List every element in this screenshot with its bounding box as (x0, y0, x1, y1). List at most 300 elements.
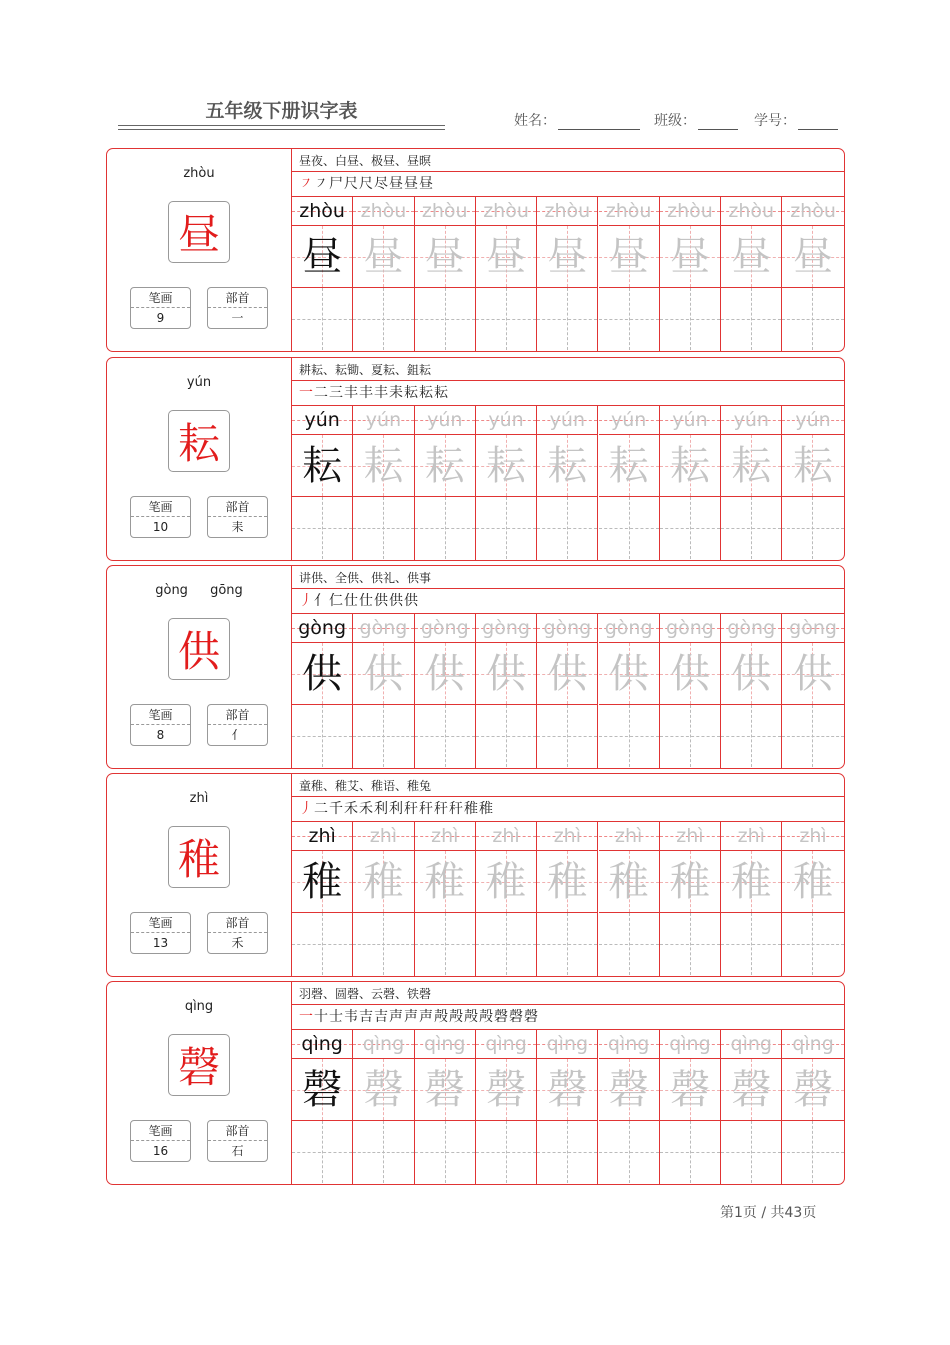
blank-practice-cell[interactable] (660, 497, 720, 559)
char-cell (415, 1059, 475, 1121)
practice-column (415, 821, 476, 976)
blank-practice-cell[interactable] (476, 1121, 536, 1183)
pinyin-text: qìng (485, 1033, 527, 1055)
practice-column (599, 1029, 660, 1184)
word-list: 昼夜、白昼、极昼、昼暝 (299, 154, 432, 168)
char-info-panel (107, 566, 292, 768)
stroke-count-value: 10 (152, 520, 169, 534)
practice-column (476, 405, 537, 560)
blank-practice-cell[interactable] (537, 497, 597, 559)
char-text: 昼 (608, 234, 649, 280)
main-character: 稚 (168, 826, 230, 888)
pinyin-label: gòng gōng (155, 583, 243, 598)
pinyin-text: yún (365, 409, 402, 431)
practice-column (476, 196, 537, 351)
char-text: 供 (424, 651, 465, 697)
class-blank[interactable] (698, 114, 738, 130)
char-cell (721, 1059, 781, 1121)
blank-practice-cell[interactable] (599, 705, 659, 767)
practice-column (721, 1029, 782, 1184)
pinyin-text: gòng (298, 617, 347, 639)
practice-column (353, 196, 414, 351)
main-character: 耘 (168, 410, 230, 472)
char-text: 耘 (669, 443, 710, 489)
page-number: 第1页 / 共43页 (720, 1205, 817, 1221)
blank-practice-cell[interactable] (537, 913, 597, 975)
char-cell (721, 226, 781, 288)
practice-column (292, 1029, 353, 1184)
pinyin-text: gòng (604, 617, 653, 639)
char-cell (476, 643, 536, 705)
blank-practice-cell[interactable] (782, 288, 843, 350)
char-cell (537, 851, 597, 913)
blank-practice-cell[interactable] (353, 288, 413, 350)
practice-column (782, 196, 843, 351)
number-label: 学号： (754, 113, 796, 129)
char-text: 稚 (608, 859, 649, 905)
practice-column (476, 1029, 537, 1184)
pinyin-cell (721, 613, 781, 643)
char-text: 磬 (731, 1067, 772, 1113)
practice-column (353, 821, 414, 976)
blank-practice-cell[interactable] (660, 1121, 720, 1183)
pinyin-cell (476, 196, 536, 226)
radical-value: 一 (231, 311, 244, 325)
pinyin-text: zhòu (299, 200, 345, 222)
char-card (106, 981, 845, 1185)
blank-practice-cell[interactable] (721, 913, 781, 975)
char-text: 昼 (424, 234, 465, 280)
char-cell (721, 643, 781, 705)
blank-practice-cell[interactable] (476, 288, 536, 350)
radical-box (207, 496, 268, 538)
char-text: 稚 (547, 859, 588, 905)
blank-practice-cell[interactable] (599, 1121, 659, 1183)
blank-practice-cell[interactable] (415, 288, 475, 350)
char-text: 供 (793, 651, 834, 697)
radical-label: 部首 (208, 913, 267, 933)
pinyin-text: qìng (607, 1033, 650, 1055)
practice-column (660, 1029, 721, 1184)
pinyin-label: zhòu (183, 166, 215, 181)
stroke-rest: ㇇尸尺尺尽昼昼昼 (314, 176, 434, 192)
name-field[interactable] (514, 110, 640, 130)
blank-practice-cell[interactable] (292, 913, 352, 975)
blank-practice-cell[interactable] (353, 1121, 413, 1183)
blank-practice-cell[interactable] (782, 1121, 843, 1183)
char-text: 稚 (731, 859, 772, 905)
char-info-panel (107, 982, 292, 1184)
pinyin-cell (782, 196, 843, 226)
stroke-order (299, 1005, 539, 1029)
blank-practice-cell[interactable] (292, 497, 352, 559)
practice-column (599, 405, 660, 560)
pinyin-text: qìng (546, 1033, 589, 1055)
word-list: 羽磬、圆磬、云磬、铁磬 (299, 987, 432, 1001)
class-field[interactable] (654, 110, 738, 130)
blank-practice-cell[interactable] (415, 497, 475, 559)
char-cell (292, 851, 352, 913)
practice-column (415, 405, 476, 560)
pinyin-text: zhòu (483, 200, 529, 222)
char-cell (537, 1059, 597, 1121)
stroke-first: ㇇ (299, 176, 314, 192)
stroke-first: 丿 (299, 801, 314, 817)
stroke-count-value: 13 (152, 936, 169, 950)
char-cell (353, 851, 413, 913)
pinyin-text: zhì (369, 825, 398, 847)
char-text: 磬 (363, 1067, 404, 1113)
char-text: 稚 (669, 859, 710, 905)
char-cell (660, 226, 720, 288)
char-text: 昼 (486, 234, 527, 280)
radical-value: 石 (231, 1144, 244, 1158)
number-blank[interactable] (798, 114, 838, 130)
blank-practice-cell[interactable] (599, 288, 659, 350)
pinyin-cell (782, 821, 843, 851)
practice-column (660, 405, 721, 560)
word-list: 耕耘、耘锄、夏耘、鉏耘 (299, 363, 432, 377)
char-cell (599, 435, 659, 497)
stroke-order (299, 381, 449, 405)
char-cell (782, 226, 843, 288)
char-info-panel (107, 149, 292, 351)
blank-practice-cell[interactable] (476, 705, 536, 767)
char-text: 昼 (731, 234, 772, 280)
pinyin-text: gòng (543, 617, 592, 639)
practice-column (476, 821, 537, 976)
stroke-count-box (130, 912, 191, 954)
stroke-count-label: 笔画 (131, 288, 190, 308)
name-label: 姓名： (514, 113, 556, 129)
char-cell (782, 1059, 843, 1121)
blank-practice-cell[interactable] (660, 913, 720, 975)
char-cell (476, 851, 536, 913)
practice-column (537, 405, 598, 560)
char-cell (353, 226, 413, 288)
char-text: 耘 (486, 443, 527, 489)
char-cell (782, 435, 843, 497)
radical-label: 部首 (208, 705, 267, 725)
radical-value: 亻 (231, 728, 244, 742)
char-text: 供 (547, 651, 588, 697)
char-cell (537, 435, 597, 497)
blank-practice-cell[interactable] (599, 497, 659, 559)
pinyin-cell (537, 613, 597, 643)
char-text: 耘 (793, 443, 834, 489)
pinyin-cell (599, 613, 659, 643)
pinyin-cell (353, 405, 413, 435)
pinyin-text: zhì (737, 825, 765, 847)
pinyin-cell (721, 1029, 781, 1059)
pinyin-text: qìng (362, 1033, 405, 1055)
pinyin-cell (292, 613, 352, 643)
blank-practice-cell[interactable] (721, 1121, 781, 1183)
char-cell (782, 643, 843, 705)
char-cell (599, 1059, 659, 1121)
char-text: 供 (731, 651, 772, 697)
char-cell (599, 643, 659, 705)
pinyin-text: qìng (669, 1033, 711, 1055)
pinyin-cell (476, 405, 536, 435)
blank-practice-cell[interactable] (782, 913, 843, 975)
pinyin-cell (782, 1029, 843, 1059)
char-cell (660, 643, 720, 705)
char-text: 供 (669, 651, 710, 697)
blank-practice-cell[interactable] (292, 705, 352, 767)
blank-practice-cell[interactable] (537, 1121, 597, 1183)
radical-value: 禾 (231, 936, 244, 950)
blank-practice-cell[interactable] (660, 288, 720, 350)
pinyin-cell (660, 1029, 720, 1059)
class-label: 班级： (654, 113, 696, 129)
blank-practice-cell[interactable] (292, 1121, 352, 1183)
char-text: 磬 (793, 1067, 834, 1113)
pinyin-text: yún (733, 409, 769, 431)
char-cell (415, 435, 475, 497)
pinyin-cell (292, 405, 352, 435)
pinyin-cell (292, 821, 352, 851)
blank-practice-cell[interactable] (721, 288, 781, 350)
practice-column (782, 613, 843, 768)
stroke-count-box (130, 496, 191, 538)
blank-practice-cell[interactable] (353, 913, 413, 975)
radical-box (207, 1120, 268, 1162)
blank-practice-cell[interactable] (599, 913, 659, 975)
stroke-count-value: 9 (156, 311, 165, 325)
pinyin-cell (415, 821, 475, 851)
char-cell (292, 435, 352, 497)
char-cell (476, 435, 536, 497)
char-cell (292, 226, 352, 288)
char-cell (721, 851, 781, 913)
word-list: 讲供、全供、供礼、供事 (299, 571, 432, 585)
char-text: 昼 (363, 234, 404, 280)
practice-column (415, 613, 476, 768)
radical-value: 耒 (231, 520, 244, 534)
stroke-rest: 十士韦吉吉声声声殸殸殸殸磬磬磬 (314, 1009, 539, 1025)
blank-practice-cell[interactable] (476, 497, 536, 559)
main-character: 供 (168, 618, 230, 680)
char-text: 稚 (486, 859, 527, 905)
radical-box (207, 912, 268, 954)
char-cell (353, 1059, 413, 1121)
pinyin-text: yún (795, 409, 831, 431)
practice-column (721, 613, 782, 768)
blank-practice-cell[interactable] (353, 705, 413, 767)
char-cell (415, 226, 475, 288)
practice-column (353, 613, 414, 768)
practice-column (782, 405, 843, 560)
blank-practice-cell[interactable] (537, 705, 597, 767)
practice-column (721, 821, 782, 976)
pinyin-cell (476, 821, 536, 851)
stroke-first: 一 (299, 385, 314, 401)
practice-column (599, 613, 660, 768)
practice-column (721, 405, 782, 560)
char-text: 供 (486, 651, 527, 697)
char-cell (660, 851, 720, 913)
pinyin-label: zhì (189, 791, 209, 806)
pinyin-cell (292, 1029, 352, 1059)
char-info-panel (107, 774, 292, 976)
practice-column (537, 1029, 598, 1184)
pinyin-text: gòng (727, 617, 776, 639)
stroke-count-label: 笔画 (131, 497, 190, 517)
practice-column (660, 196, 721, 351)
char-text: 稚 (793, 859, 834, 905)
char-cell (415, 851, 475, 913)
pinyin-cell (353, 196, 413, 226)
practice-column (660, 821, 721, 976)
pinyin-text: zhòu (360, 200, 407, 222)
pinyin-text: zhì (615, 825, 643, 847)
name-blank[interactable] (558, 114, 640, 130)
stroke-count-box (130, 704, 191, 746)
char-text: 耘 (547, 443, 588, 489)
practice-column (353, 405, 414, 560)
pinyin-cell (537, 821, 597, 851)
practice-column (660, 613, 721, 768)
stroke-rest: 二千禾禾利利秆秆秆秆稚稚 (314, 801, 494, 817)
blank-practice-cell[interactable] (660, 705, 720, 767)
stroke-order (299, 797, 494, 821)
pinyin-text: zhòu (544, 200, 591, 222)
char-text: 昼 (547, 234, 588, 280)
char-cell (660, 1059, 720, 1121)
practice-column (599, 821, 660, 976)
pinyin-text: zhòu (728, 200, 775, 222)
pinyin-text: gòng (420, 617, 469, 639)
stroke-rest: 二三丰丰丰耒耘耘耘 (314, 385, 449, 401)
char-text: 耘 (608, 443, 649, 489)
char-cell (537, 643, 597, 705)
pinyin-cell (660, 821, 720, 851)
char-text: 磬 (302, 1067, 343, 1113)
pinyin-text: qìng (792, 1033, 834, 1055)
stroke-rest: 亻仁仕仕供供供 (314, 593, 419, 609)
char-cell (353, 643, 413, 705)
char-text: 稚 (302, 859, 343, 905)
practice-column (292, 405, 353, 560)
pinyin-cell (721, 405, 781, 435)
char-info-panel (107, 358, 292, 560)
pinyin-text: zhì (492, 825, 520, 847)
char-text: 供 (302, 651, 343, 697)
pinyin-cell (353, 613, 413, 643)
pinyin-text: zhì (676, 825, 704, 847)
blank-practice-cell[interactable] (721, 497, 781, 559)
blank-practice-cell[interactable] (537, 288, 597, 350)
pinyin-text: yún (610, 409, 647, 431)
pinyin-cell (599, 1029, 659, 1059)
stroke-count-box (130, 287, 191, 329)
char-cell (353, 435, 413, 497)
char-text: 供 (608, 651, 649, 697)
pinyin-text: yún (488, 409, 524, 431)
pinyin-text: gòng (789, 617, 837, 639)
char-text: 供 (363, 651, 404, 697)
pinyin-text: yún (304, 409, 340, 431)
pinyin-cell (415, 405, 475, 435)
practice-column (415, 196, 476, 351)
stroke-order (299, 172, 434, 196)
pinyin-text: gòng (666, 617, 714, 639)
blank-practice-cell[interactable] (721, 705, 781, 767)
blank-practice-cell[interactable] (292, 288, 352, 350)
pinyin-text: zhòu (790, 200, 836, 222)
blank-practice-cell[interactable] (782, 705, 843, 767)
page-title: 五年级下册识字表 (118, 96, 445, 130)
pinyin-cell (599, 196, 659, 226)
main-character: 昼 (168, 201, 230, 263)
pinyin-cell (599, 821, 659, 851)
char-cell (476, 1059, 536, 1121)
stroke-count-label: 笔画 (131, 1121, 190, 1141)
radical-box (207, 287, 268, 329)
pinyin-cell (353, 821, 413, 851)
pinyin-cell (660, 613, 720, 643)
char-cell (599, 851, 659, 913)
pinyin-cell (782, 613, 843, 643)
word-list: 童稚、稚艾、稚语、稚兔 (299, 779, 432, 793)
stroke-count-label: 笔画 (131, 705, 190, 725)
blank-practice-cell[interactable] (782, 497, 843, 559)
pinyin-label: qìng (184, 999, 214, 1014)
char-cell (660, 435, 720, 497)
blank-practice-cell[interactable] (415, 1121, 475, 1183)
pinyin-text: zhì (308, 825, 336, 847)
pinyin-cell (353, 1029, 413, 1059)
pinyin-text: zhòu (605, 200, 652, 222)
char-text: 耘 (424, 443, 465, 489)
pinyin-text: zhòu (421, 200, 468, 222)
radical-box (207, 704, 268, 746)
practice-column (292, 196, 353, 351)
char-cell (537, 226, 597, 288)
char-card (106, 773, 845, 977)
practice-column (537, 613, 598, 768)
blank-practice-cell[interactable] (415, 913, 475, 975)
practice-panel (292, 982, 844, 1184)
practice-column (292, 821, 353, 976)
blank-practice-cell[interactable] (353, 497, 413, 559)
stroke-count-box (130, 1120, 191, 1162)
stroke-count-value: 8 (156, 728, 165, 742)
pinyin-text: qìng (730, 1033, 772, 1055)
practice-column (415, 1029, 476, 1184)
pinyin-text: qìng (424, 1033, 466, 1055)
char-cell (415, 643, 475, 705)
pinyin-text: gòng (359, 617, 408, 639)
char-text: 稚 (363, 859, 404, 905)
blank-practice-cell[interactable] (476, 913, 536, 975)
char-cell (721, 435, 781, 497)
blank-practice-cell[interactable] (415, 705, 475, 767)
char-text: 耘 (731, 443, 772, 489)
practice-column (537, 821, 598, 976)
stroke-first: 丿 (299, 593, 314, 609)
pinyin-text: qìng (301, 1033, 343, 1055)
pinyin-cell (537, 1029, 597, 1059)
char-cell (292, 643, 352, 705)
pinyin-cell (415, 196, 475, 226)
char-text: 耘 (302, 443, 343, 489)
practice-column (782, 821, 843, 976)
number-field[interactable] (754, 110, 838, 130)
pinyin-cell (660, 196, 720, 226)
char-text: 磬 (547, 1067, 588, 1113)
